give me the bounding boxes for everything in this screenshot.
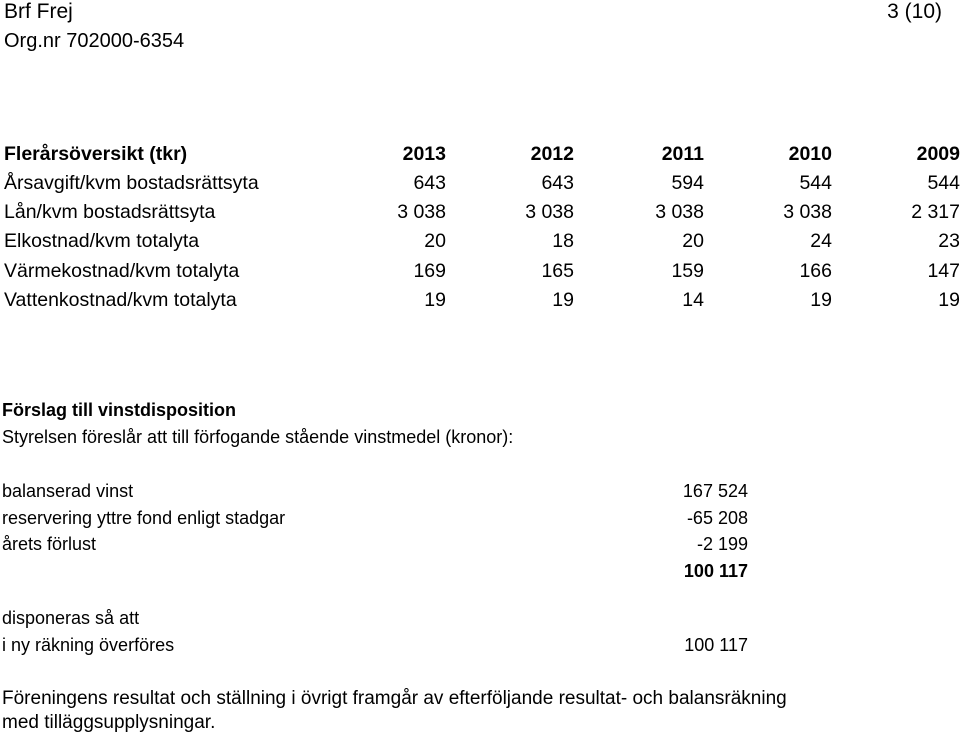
row-value: 544 — [799, 172, 832, 194]
overview-row — [4, 285, 960, 315]
disposition-total-row — [2, 558, 762, 585]
year-header: 2009 — [916, 143, 960, 165]
row-value: 20 — [424, 230, 446, 252]
row-value: 544 — [927, 172, 960, 194]
year-header: 2013 — [402, 143, 446, 165]
allocation-heading: disponeras så att — [2, 608, 140, 628]
year-header: 2012 — [530, 143, 574, 165]
row-value: 594 — [671, 172, 704, 194]
row-label: Lån/kvm bostadsrättsyta — [4, 201, 216, 223]
row-value: 147 — [927, 260, 960, 282]
overview-row — [4, 168, 960, 198]
item-amount: 167 524 — [682, 481, 748, 501]
allocation-label: i ny räkning överföres — [2, 635, 175, 655]
year-header: 2010 — [788, 143, 832, 165]
item-amount: -2 199 — [696, 534, 748, 554]
row-value: 23 — [938, 230, 960, 252]
row-value: 18 — [552, 230, 574, 252]
overview-header-row — [4, 139, 960, 169]
row-value: 2 317 — [911, 201, 960, 223]
overview-row — [4, 256, 960, 286]
row-label: Vattenkostnad/kvm totalyta — [4, 289, 237, 311]
row-value: 165 — [541, 260, 574, 282]
row-value: 14 — [682, 289, 704, 311]
row-value: 169 — [413, 260, 446, 282]
row-value: 19 — [424, 289, 446, 311]
row-value: 643 — [413, 172, 446, 194]
row-label: Elkostnad/kvm totalyta — [4, 230, 200, 252]
row-value: 643 — [541, 172, 574, 194]
organization-number: Org.nr 702000-6354 — [4, 30, 185, 52]
item-label: balanserad vinst — [2, 481, 134, 501]
allocation-row — [2, 632, 762, 659]
disposition-item — [2, 531, 762, 558]
row-value: 3 038 — [783, 201, 832, 223]
disposition-intro: Styrelsen föreslår att till förfogande stående vinstmedel (kronor): — [2, 427, 514, 447]
item-label: årets förlust — [2, 534, 97, 554]
row-value: 24 — [810, 230, 832, 252]
closing-line: Föreningens resultat och ställning i övrigt framgår av efterföljande resultat- och balansräkning — [2, 688, 787, 709]
closing-line: med tilläggsupplysningar. — [2, 712, 216, 733]
disposition-title: Förslag till vinstdisposition — [2, 400, 237, 420]
page-number: 3 (10) — [887, 0, 942, 23]
row-value: 166 — [799, 260, 832, 282]
row-value: 19 — [938, 289, 960, 311]
year-header: 2011 — [661, 143, 704, 165]
disposition-total: 100 117 — [683, 561, 748, 581]
row-label: Värmekostnad/kvm totalyta — [4, 260, 240, 282]
item-amount: -65 208 — [686, 508, 748, 528]
row-value: 159 — [671, 260, 704, 282]
overview-row — [4, 226, 960, 256]
item-label: reservering yttre fond enligt stadgar — [2, 508, 286, 528]
row-value: 3 038 — [525, 201, 574, 223]
row-value: 19 — [810, 289, 832, 311]
row-value: 3 038 — [655, 201, 704, 223]
allocation-amount: 100 117 — [684, 635, 748, 655]
row-label: Årsavgift/kvm bostadsrättsyta — [4, 172, 259, 194]
row-value: 19 — [552, 289, 574, 311]
row-value: 20 — [682, 230, 704, 252]
row-value: 3 038 — [397, 201, 446, 223]
disposition-item — [2, 478, 762, 505]
disposition-item — [2, 505, 762, 532]
overview-title: Flerårsöversikt (tkr) — [4, 143, 188, 165]
overview-row — [4, 197, 960, 227]
organization-name: Brf Frej — [4, 0, 73, 23]
